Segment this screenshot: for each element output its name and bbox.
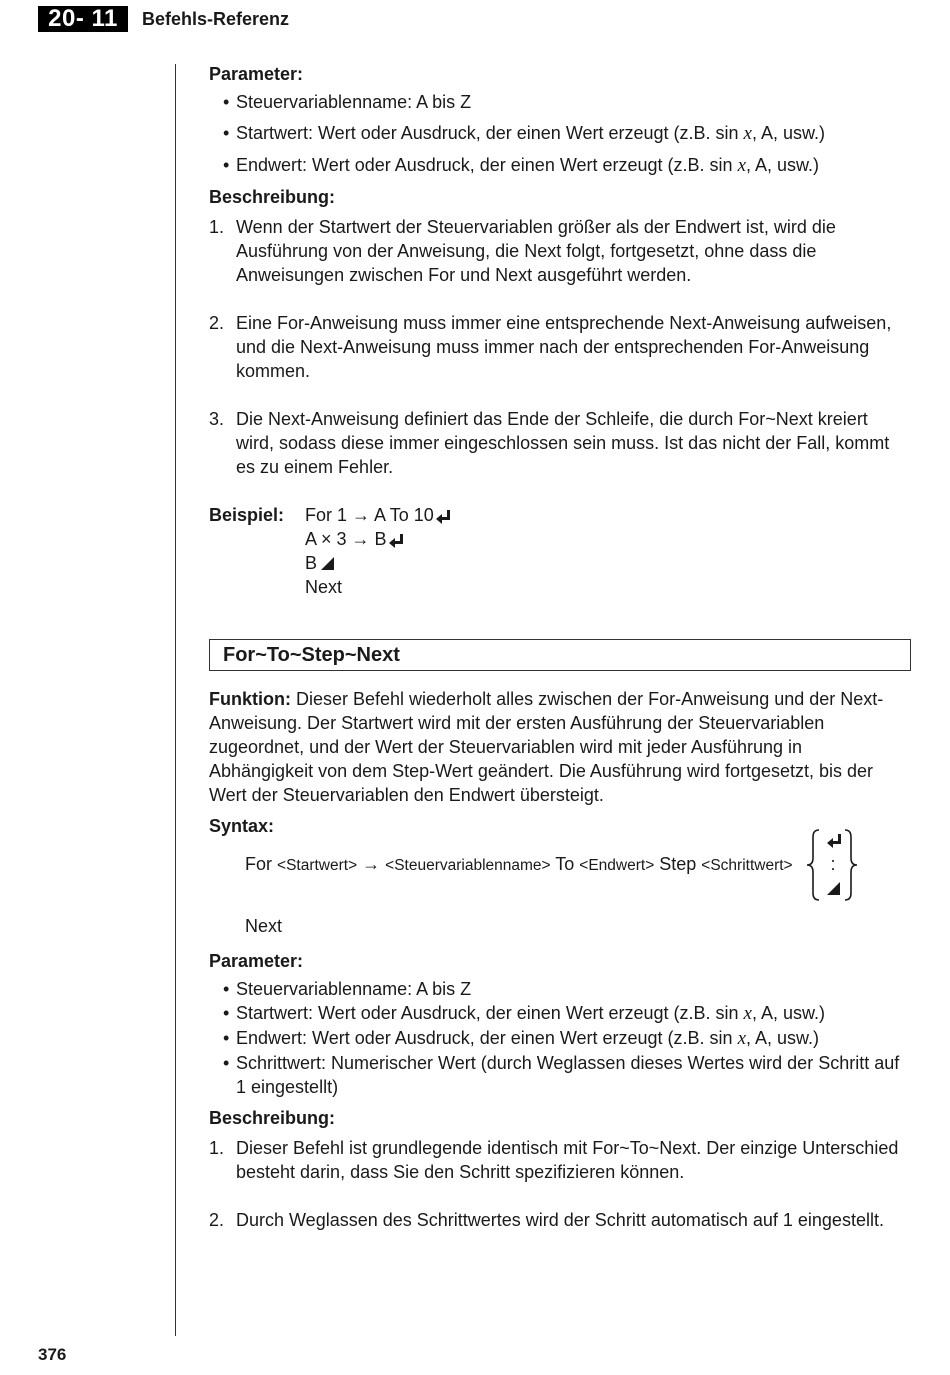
margin-rule [175, 64, 176, 1336]
example-line: B [305, 551, 451, 575]
description-item: 3. Die Next-Anweisung definiert das Ende der Schleife, die durch For~Next kreiert wird, sodass diese immer eingeschlossen sein muss. Ist das nicht der Fall, kommt es zu einem Fehler. [209, 409, 890, 477]
chapter-badge: 20- 11 [38, 6, 128, 32]
example-block [209, 503, 909, 599]
description-list [209, 215, 909, 479]
page-header [38, 6, 289, 32]
parameter-item: • Startwert: Wert oder Ausdruck, der einen Wert erzeugt (z.B. sin x, A, usw.) [209, 121, 909, 146]
enter-icon [436, 510, 451, 522]
section-for-to-next [209, 62, 909, 599]
parameter-list [209, 90, 909, 178]
section-for-to-step-next [209, 687, 909, 1256]
terminator-brace [805, 828, 859, 900]
parameter-item: • Endwert: Wert oder Ausdruck, der einen Wert erzeugt (z.B. sin x, A, usw.) [209, 153, 909, 178]
brace-options [823, 828, 843, 900]
function-label: Funktion: [209, 689, 291, 709]
section-title: For~To~Step~Next [223, 644, 400, 666]
parameter-item: • Endwert: Wert oder Ausdruck, der einen Wert erzeugt (z.B. sin x, A, usw.) [209, 1026, 909, 1051]
description-item: 1. Wenn der Startwert der Steuervariablen größer als der Endwert ist, wird die Ausführung von der Anweisung, die Next folgt, fortgesetzt, ohne dass die Anweisungen zwischen For und Next ausgeführt werden. [209, 217, 836, 285]
example-line: For 1 → A To 10 [305, 503, 451, 527]
display-triangle-icon [321, 557, 334, 570]
header-title: Befehls-Referenz [142, 8, 290, 29]
description-heading: Beschreibung: [209, 187, 336, 207]
syntax-heading: Syntax: [209, 816, 275, 836]
example-label: Beispiel: [209, 505, 285, 525]
parameter-list [209, 977, 909, 1099]
page-number: 376 [38, 1345, 67, 1364]
parameter-item: • Schrittwert: Numerischer Wert (durch Weglassen dieses Wertes wird der Schritt auf 1 eingestellt) [209, 1051, 909, 1099]
description-list [209, 1136, 909, 1232]
display-triangle-icon [827, 882, 840, 895]
function-paragraph: Funktion: Dieser Befehl wiederholt alles zwischen der For-Anweisung und der Next-Anweisung. Der Startwert wird mit der ersten Ausführung der Steuervariablen zugeordnet, und der Wert der Steuervariablen wird mit jeder Ausführung in Abhängigkeit von dem Step-Wert geändert. Die Ausführung wird fortgesetzt, bis der Wert der Steuervariablen den Endwert übersteigt. [209, 689, 884, 805]
syntax-line [209, 838, 909, 916]
parameters-heading: Parameter: [209, 951, 304, 971]
description-item: 2. Durch Weglassen des Schrittwertes wird der Schritt automatisch auf 1 eingestellt. [209, 1210, 884, 1230]
colon-symbol: : [830, 854, 836, 874]
example-line: Next [305, 577, 343, 597]
parameter-item: • Steuervariablenname: A bis Z [209, 977, 909, 1001]
description-item: 1. Dieser Befehl ist grundlegende identisch mit For~To~Next. Der einzige Unterschied besteht darin, dass Sie den Schritt spezifizieren können. [209, 1138, 899, 1182]
example-line: A × 3 → B [305, 527, 451, 551]
syntax-next: Next [245, 916, 283, 936]
section-title-box [209, 639, 911, 671]
syntax-text: For <Startwert> → <Steuervariablenname> To <Endwert> Step <Schrittwert> [245, 854, 793, 874]
parameters-heading: Parameter: [209, 64, 304, 84]
description-item: 2. Eine For-Anweisung muss immer eine entsprechende Next-Anweisung aufweisen, und die Next-Anweisung muss immer nach der entsprechenden For-Anweisung kommen. [209, 313, 892, 381]
enter-icon [827, 834, 842, 846]
parameter-item: • Startwert: Wert oder Ausdruck, der einen Wert erzeugt (z.B. sin x, A, usw.) [209, 1001, 909, 1026]
example-code [305, 503, 451, 599]
enter-icon [389, 534, 404, 546]
description-heading: Beschreibung: [209, 1108, 336, 1128]
parameter-item: • Steuervariablenname: A bis Z [209, 90, 909, 114]
